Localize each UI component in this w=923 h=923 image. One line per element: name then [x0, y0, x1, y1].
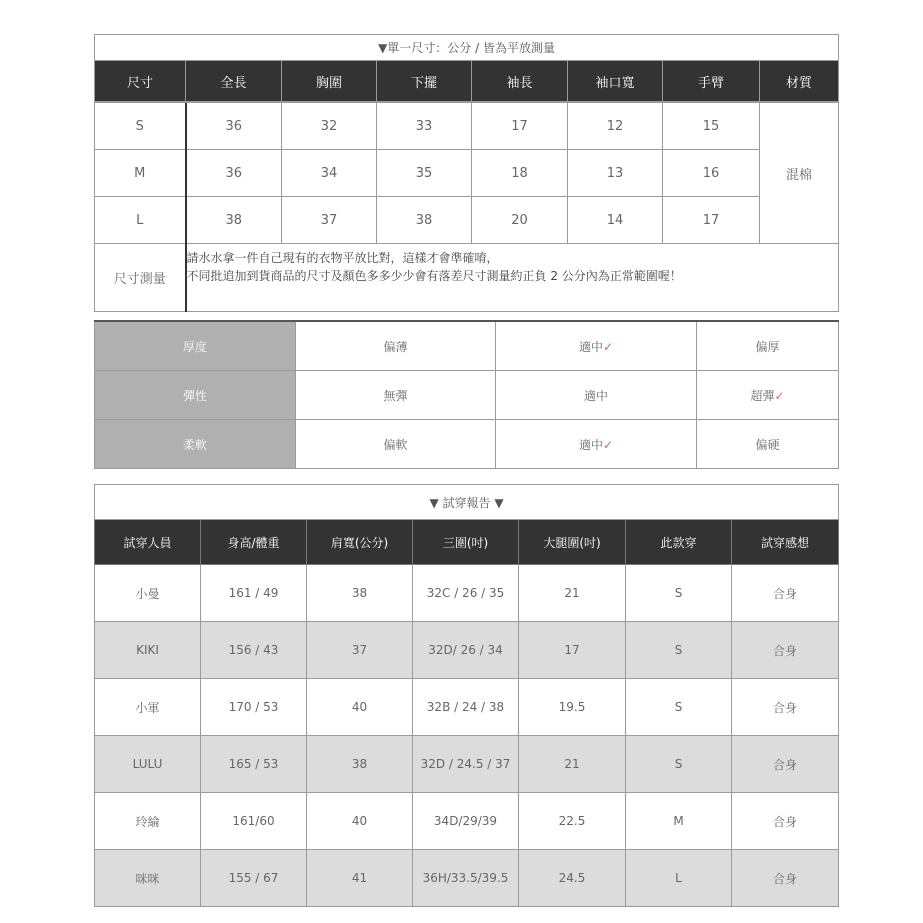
fit-cell: 161/60	[201, 793, 307, 850]
size-value: 34	[282, 150, 377, 197]
checkmark-icon: ✓	[602, 437, 614, 452]
fabric-option-label: 適中	[583, 388, 608, 403]
measurement-note-line: 請水水拿一件自己現有的衣物平放比對，這樣才會準確唷，	[186, 251, 499, 265]
fit-cell: 32D / 24.5 / 37	[413, 736, 519, 793]
fabric-option-label: 偏薄	[383, 339, 408, 354]
fit-cell: 24.5	[519, 850, 626, 907]
fit-cell: 小軍	[95, 679, 201, 736]
fit-report-table	[94, 484, 839, 907]
fit-header: 三圍(吋)	[413, 520, 519, 565]
fit-report-caption: ▼ 試穿報告 ▼	[95, 485, 839, 520]
size-row	[95, 197, 839, 244]
fit-row	[95, 850, 839, 907]
size-value: 17	[663, 197, 760, 244]
fit-header: 大腿圍(吋)	[519, 520, 626, 565]
fit-cell: 32D/ 26 / 34	[413, 622, 519, 679]
fit-cell: 34D/29/39	[413, 793, 519, 850]
fabric-option	[296, 420, 496, 469]
fit-cell: 41	[307, 850, 413, 907]
measurement-note-label: 尺寸測量	[95, 244, 186, 312]
fit-row	[95, 679, 839, 736]
fabric-option	[496, 420, 697, 469]
fit-header: 試穿人員	[95, 520, 201, 565]
fit-header: 身高/體重	[201, 520, 307, 565]
size-value: 13	[568, 150, 663, 197]
fabric-option-label: 超彈	[750, 388, 775, 403]
size-value: 38	[377, 197, 472, 244]
fit-header: 此款穿	[626, 520, 732, 565]
fabric-option-label: 適中	[578, 437, 603, 452]
fabric-property-label: 彈性	[95, 371, 296, 420]
fit-row	[95, 736, 839, 793]
fabric-option-label: 偏軟	[383, 437, 408, 452]
fit-cell: 合身	[732, 793, 839, 850]
fabric-option	[496, 371, 697, 420]
fit-cell: 40	[307, 679, 413, 736]
fit-cell: S	[626, 736, 732, 793]
size-header: 袖長	[472, 61, 568, 103]
fit-cell: 合身	[732, 622, 839, 679]
fabric-row	[95, 420, 839, 469]
fit-row	[95, 565, 839, 622]
size-value: 38	[186, 197, 282, 244]
size-header: 胸圍	[282, 61, 377, 103]
fit-cell: 155 / 67	[201, 850, 307, 907]
fit-cell: M	[626, 793, 732, 850]
checkmark-icon: ✓	[602, 339, 614, 354]
fit-cell: S	[626, 622, 732, 679]
size-label: L	[95, 197, 186, 244]
fit-cell: 咪咪	[95, 850, 201, 907]
fabric-option	[697, 371, 839, 420]
size-value: 15	[663, 102, 760, 150]
size-value: 14	[568, 197, 663, 244]
fit-cell: 合身	[732, 679, 839, 736]
fabric-option-label: 無彈	[383, 388, 408, 403]
size-row	[95, 150, 839, 197]
fit-cell: 22.5	[519, 793, 626, 850]
fit-cell: 161 / 49	[201, 565, 307, 622]
fit-header: 肩寬(公分)	[307, 520, 413, 565]
size-value: 16	[663, 150, 760, 197]
measurement-note-row	[95, 244, 839, 312]
fit-cell: 36H/33.5/39.5	[413, 850, 519, 907]
size-row	[95, 102, 839, 150]
size-label: S	[95, 102, 186, 150]
size-chart-table	[94, 34, 839, 312]
fit-cell: 40	[307, 793, 413, 850]
fabric-option	[296, 371, 496, 420]
size-value: 32	[282, 102, 377, 150]
size-header: 手臂	[663, 61, 760, 103]
fit-cell: S	[626, 565, 732, 622]
size-label: M	[95, 150, 186, 197]
fabric-option-label: 偏厚	[755, 339, 780, 354]
fabric-option	[697, 420, 839, 469]
fit-cell: 38	[307, 565, 413, 622]
size-header: 材質	[760, 61, 839, 103]
fit-cell: 19.5	[519, 679, 626, 736]
fit-cell: 21	[519, 736, 626, 793]
fit-cell: L	[626, 850, 732, 907]
fabric-property-label: 厚度	[95, 321, 296, 371]
size-value: 37	[282, 197, 377, 244]
size-header: 袖口寬	[568, 61, 663, 103]
size-value: 18	[472, 150, 568, 197]
fabric-option-label: 偏硬	[755, 437, 780, 452]
fit-cell: 32B / 24 / 38	[413, 679, 519, 736]
fit-cell: 156 / 43	[201, 622, 307, 679]
fit-cell: 38	[307, 736, 413, 793]
fit-cell: 玲綸	[95, 793, 201, 850]
fabric-property-label: 柔軟	[95, 420, 296, 469]
checkmark-icon: ✓	[774, 388, 785, 403]
fabric-option-label: 適中	[578, 339, 603, 354]
fit-cell: KIKI	[95, 622, 201, 679]
fabric-option	[296, 321, 496, 371]
size-value: 17	[472, 102, 568, 150]
fit-row	[95, 622, 839, 679]
fit-cell: S	[626, 679, 732, 736]
measurement-note	[186, 244, 839, 312]
size-header: 下擺	[377, 61, 472, 103]
fit-cell: 32C / 26 / 35	[413, 565, 519, 622]
fit-cell: LULU	[95, 736, 201, 793]
material-value: 混棉	[760, 102, 839, 244]
size-header: 尺寸	[95, 61, 186, 103]
measurement-note-line: 不同批追加到貨商品的尺寸及顏色多多少少會有落差尺寸測量約正負 2 公分內為正常範圍喔！	[186, 269, 682, 283]
fabric-row	[95, 371, 839, 420]
fit-cell: 21	[519, 565, 626, 622]
fit-row	[95, 793, 839, 850]
size-value: 35	[377, 150, 472, 197]
fit-cell: 合身	[732, 850, 839, 907]
size-header: 全長	[186, 61, 282, 103]
fit-cell: 合身	[732, 565, 839, 622]
size-value: 33	[377, 102, 472, 150]
fit-cell: 170 / 53	[201, 679, 307, 736]
fit-cell: 165 / 53	[201, 736, 307, 793]
fabric-option	[697, 321, 839, 371]
fit-header: 試穿感想	[732, 520, 839, 565]
fit-cell: 37	[307, 622, 413, 679]
size-value: 20	[472, 197, 568, 244]
fit-cell: 小曼	[95, 565, 201, 622]
fit-cell: 合身	[732, 736, 839, 793]
size-chart-caption: ▼單一尺寸：公分 / 皆為平放測量	[95, 35, 839, 61]
size-value: 36	[186, 102, 282, 150]
fit-cell: 17	[519, 622, 626, 679]
fabric-properties-table	[94, 320, 839, 469]
size-value: 12	[568, 102, 663, 150]
size-value: 36	[186, 150, 282, 197]
fabric-option	[496, 321, 697, 371]
fabric-row	[95, 321, 839, 371]
